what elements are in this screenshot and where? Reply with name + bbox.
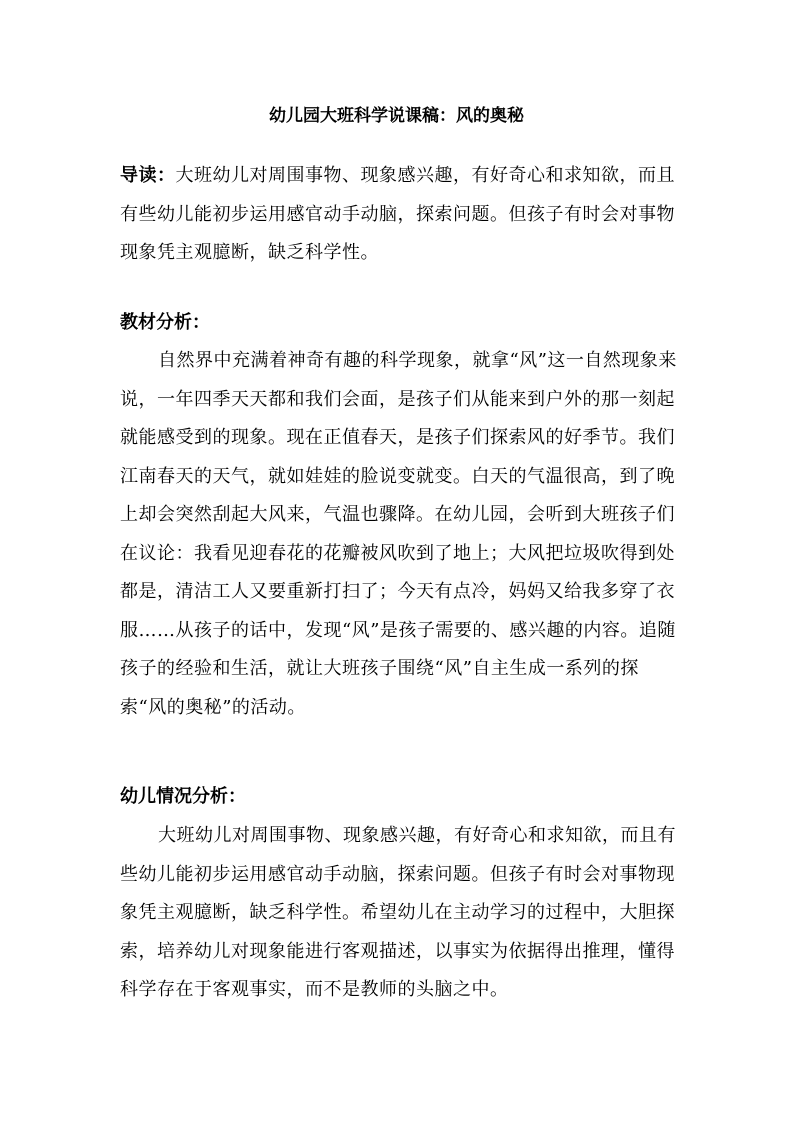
section-body-material-analysis: 自然界中充满着神奇有趣的科学现象，就拿“风”这一自然现象来说，一年四季天天都和我们会面，是孩子们从能来到户外的那一刻起就能感受到的现象。现在正值春天，是孩子们探索风的好季节。我们江南春天的天气，就如娃娃的脸说变就变。白天的气温很高，到了晚上却会突然刮起大风来，气温也骤降。在幼儿园，会听到大班孩子们在议论：我看见迎春花的花瓣被风吹到了地上；大风把垃圾吹得到处都是，清洁工人又要重新打扫了；今天有点冷，妈妈又给我多穿了衣服……从孩子的话中，发现“风”是孩子需要的、感兴趣的内容。追随孩子的经验和生活，就让大班孩子围绕“风”自主生成一系列的探索“风的奥秘”的活动。	[120, 350, 677, 718]
document-title: 幼儿园大班科学说课稿：风的奥秘	[269, 106, 524, 126]
intro-label: 导读：	[120, 165, 176, 186]
section-heading-material-analysis: 教材分析：	[120, 312, 210, 333]
section-heading-child-analysis: 幼儿情况分析：	[120, 786, 246, 807]
intro-paragraph	[120, 157, 680, 273]
intro-text: 大班幼儿对周围事物、现象感兴趣，有好奇心和求知欲，而且有些幼儿能初步运用感官动手动脑，探索问题。但孩子有时会对事物现象凭主观臆断，缺乏科学性。	[120, 165, 675, 263]
section-body-child-analysis: 大班幼儿对周围事物、现象感兴趣，有好奇心和求知欲，而且有些幼儿能初步运用感官动手动脑，探索问题。但孩子有时会对事物现象凭主观臆断，缺乏科学性。希望幼儿在主动学习的过程中，大胆探索，培养幼儿对现象能进行客观描述，以事实为依据得出推理，懂得科学存在于客观事实，而不是教师的头脑之中。	[120, 825, 676, 1000]
